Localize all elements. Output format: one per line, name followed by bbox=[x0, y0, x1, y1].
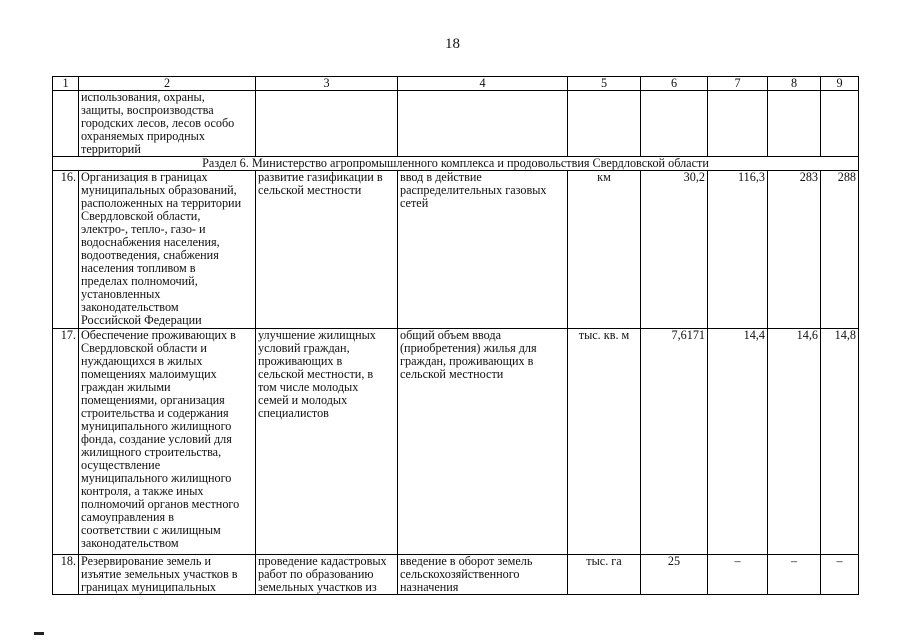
row-number-cell: 18. bbox=[53, 555, 79, 595]
column-header: 7 bbox=[708, 77, 768, 91]
column-header: 3 bbox=[256, 77, 398, 91]
table-row bbox=[53, 171, 859, 329]
value-cell: 25 bbox=[641, 555, 708, 595]
direction-cell bbox=[256, 91, 398, 157]
unit-cell: тыс. кв. м bbox=[568, 329, 641, 555]
value-cell bbox=[708, 91, 768, 157]
row-number-cell: 16. bbox=[53, 171, 79, 329]
value-cell: – bbox=[708, 555, 768, 595]
column-header: 4 bbox=[398, 77, 568, 91]
task-cell: использования, охраны, защиты, воспроизводства городских лесов, лесов особо охраняемых природных территорий bbox=[79, 91, 256, 157]
task-cell: Резервирование земель и изъятие земельных участков в границах муниципальных bbox=[79, 555, 256, 595]
task-cell: Организация в границах муниципальных образований, расположенных на территории Свердловской области, электро-, тепло-, газо- и водоснабжения населения, водоотведения, снабжения населения топливом в пределах полномочий, установленных законодательством Российской Федерации bbox=[79, 171, 256, 329]
column-header: 2 bbox=[79, 77, 256, 91]
direction-cell: развитие газификации в сельской местности bbox=[256, 171, 398, 329]
column-header: 1 bbox=[53, 77, 79, 91]
indicator-cell bbox=[398, 91, 568, 157]
value-cell bbox=[641, 91, 708, 157]
section-title: Раздел 6. Министерство агропромышленного комплекса и продовольствия Свердловской области bbox=[53, 157, 859, 171]
column-header-row bbox=[53, 77, 859, 91]
value-cell bbox=[768, 91, 821, 157]
column-header: 6 bbox=[641, 77, 708, 91]
value-cell: – bbox=[821, 555, 859, 595]
unit-cell: тыс. га bbox=[568, 555, 641, 595]
value-cell: – bbox=[768, 555, 821, 595]
table-row bbox=[53, 329, 859, 555]
column-header: 5 bbox=[568, 77, 641, 91]
indicator-cell: ввод в действие распределительных газовых сетей bbox=[398, 171, 568, 329]
value-cell: 14,8 bbox=[821, 329, 859, 555]
value-cell: 283 bbox=[768, 171, 821, 329]
scan-mark bbox=[34, 632, 44, 635]
direction-cell: улучшение жилищных условий граждан, проживающих в сельской местности, в том числе молодых семей и молодых специалистов bbox=[256, 329, 398, 555]
unit-cell: км bbox=[568, 171, 641, 329]
value-cell: 14,6 bbox=[768, 329, 821, 555]
value-cell bbox=[821, 91, 859, 157]
value-cell: 7,6171 bbox=[641, 329, 708, 555]
task-cell: Обеспечение проживающих в Свердловской области и нуждающихся в жилых помещениях малоимущих граждан жилыми помещениями, организация строительства и содержания муниципального жилищного фонда, создание условий для жилищного строительства, осуществление муниципального жилищного контроля, а также иных полномочий органов местного самоуправления в соответствии с жилищным законодательством bbox=[79, 329, 256, 555]
direction-cell: проведение кадастровых работ по образованию земельных участков из bbox=[256, 555, 398, 595]
value-cell: 116,3 bbox=[708, 171, 768, 329]
value-cell: 288 bbox=[821, 171, 859, 329]
table-row bbox=[53, 555, 859, 595]
page-number: 18 bbox=[445, 36, 460, 52]
unit-cell bbox=[568, 91, 641, 157]
continuation-row bbox=[53, 91, 859, 157]
column-header: 9 bbox=[821, 77, 859, 91]
section-row bbox=[53, 157, 859, 171]
row-number-cell: 17. bbox=[53, 329, 79, 555]
value-cell: 14,4 bbox=[708, 329, 768, 555]
row-number-cell bbox=[53, 91, 79, 157]
indicator-cell: введение в оборот земель сельскохозяйственного назначения bbox=[398, 555, 568, 595]
indicator-cell: общий объем ввода (приобретения) жилья для граждан, проживающих в сельской местности bbox=[398, 329, 568, 555]
indicators-table bbox=[52, 76, 859, 595]
column-header: 8 bbox=[768, 77, 821, 91]
value-cell: 30,2 bbox=[641, 171, 708, 329]
